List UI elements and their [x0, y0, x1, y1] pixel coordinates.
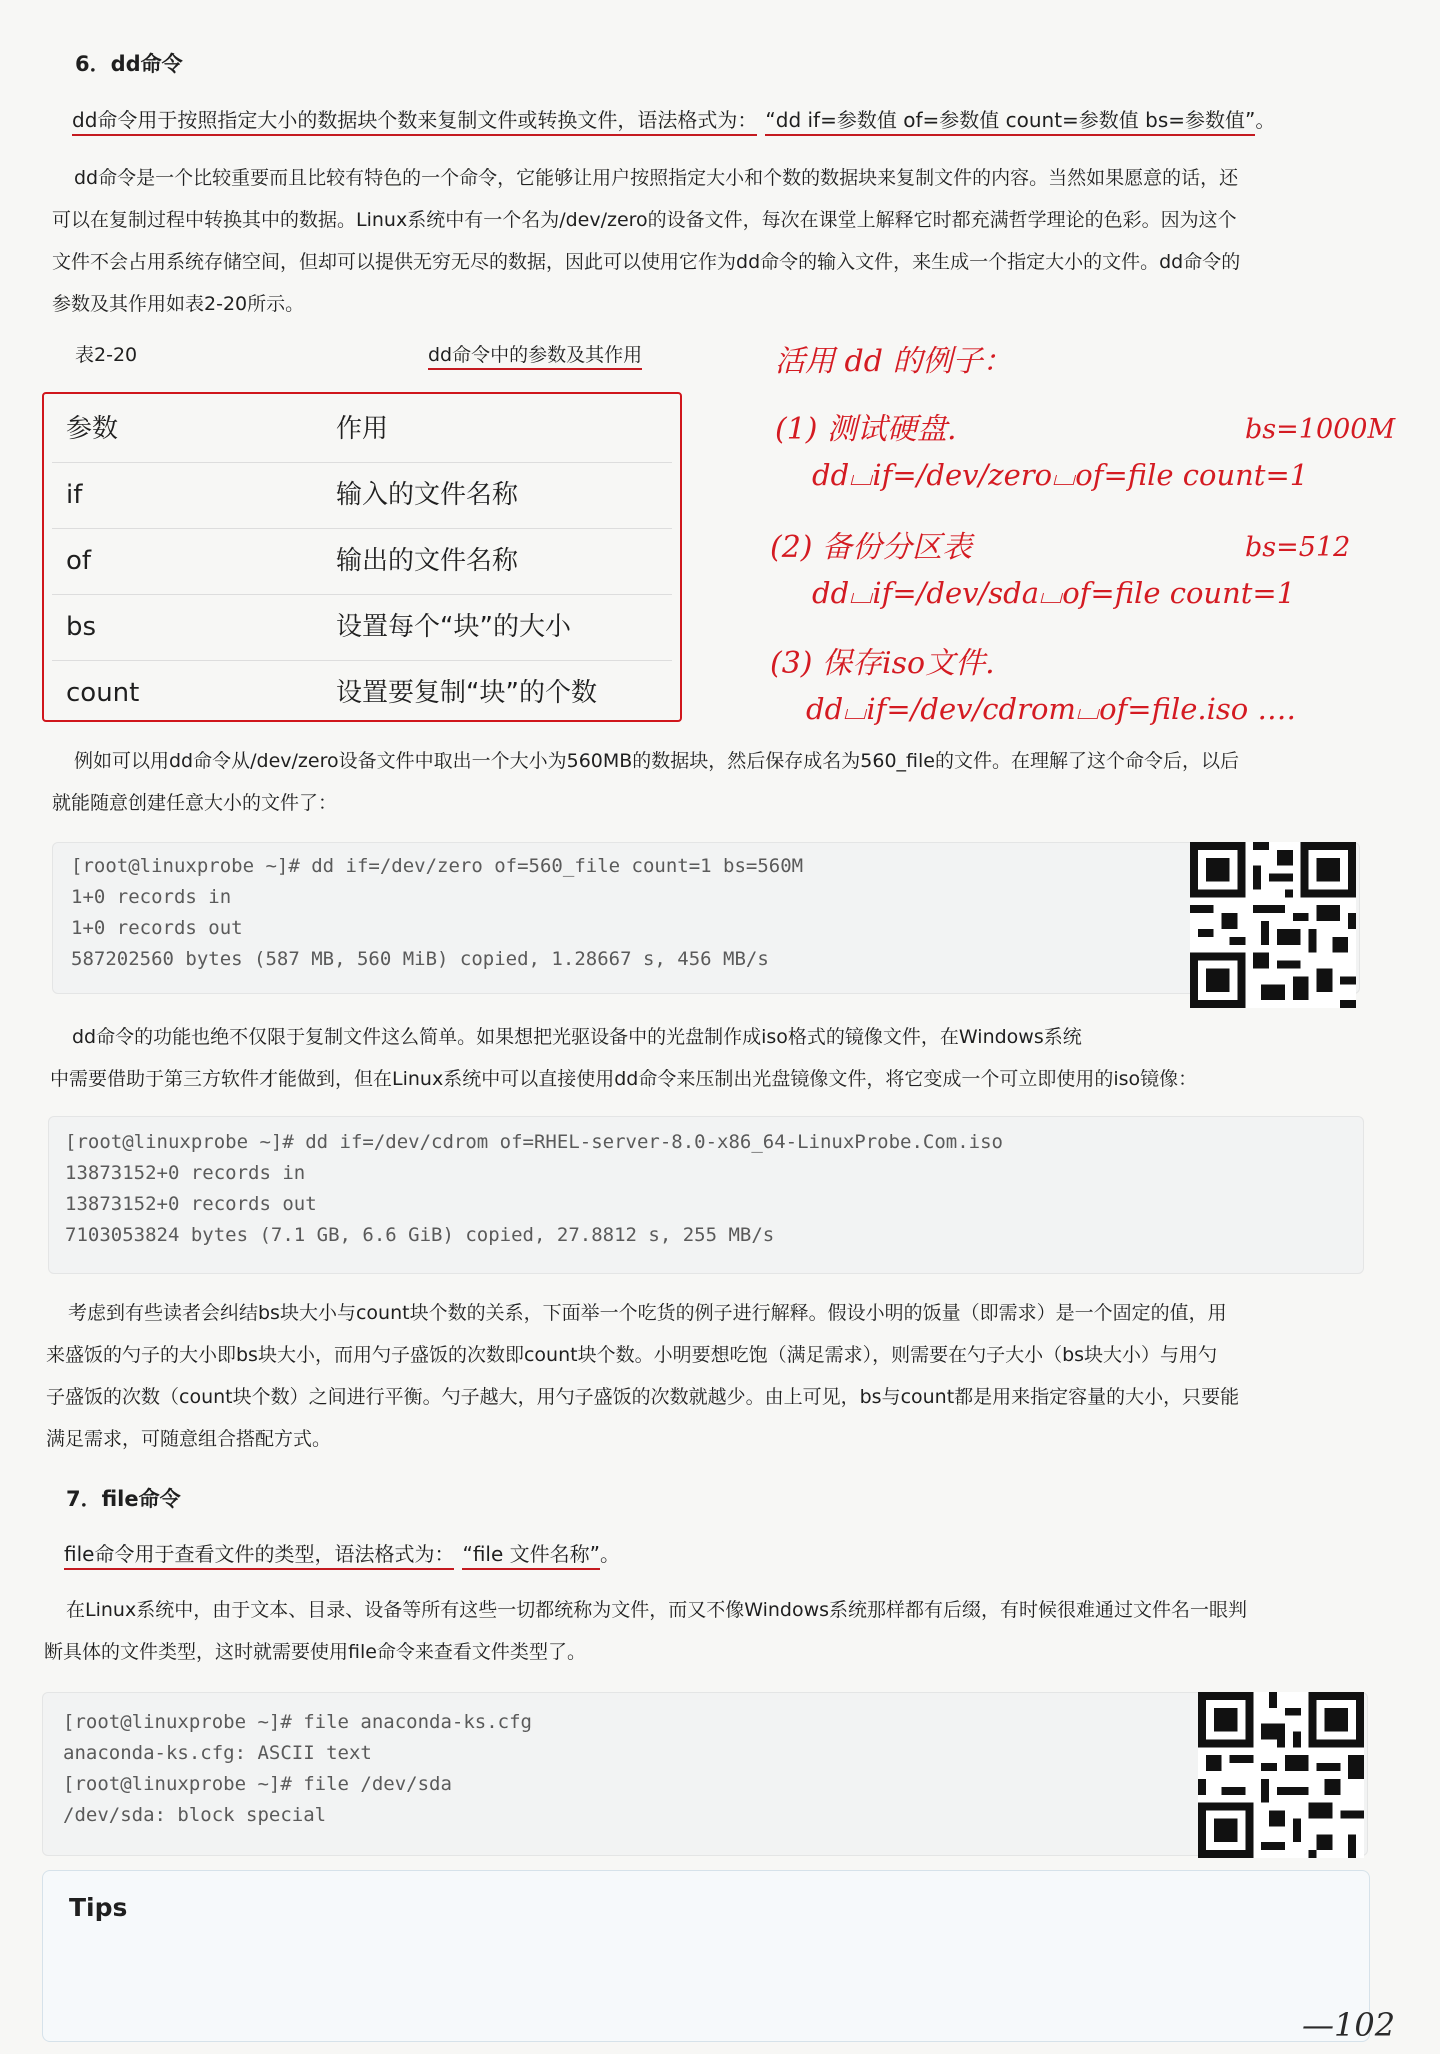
code-line: /dev/sda: block special: [63, 1804, 327, 1826]
page-number: —102: [1302, 2006, 1396, 2044]
paragraph-line: 断具体的文件类型，这时就需要使用file命令来查看文件类型了。: [44, 1641, 586, 1663]
table-header-cell: 参数: [66, 414, 119, 444]
code-line: 587202560 bytes (587 MB, 560 MiB) copied, 1.28667 s, 456 MB/s: [71, 948, 769, 970]
handwritten-note: (1) 测试硬盘.: [775, 412, 957, 447]
iso-paragraph: [50, 1016, 1380, 1100]
table-label: 表2-20: [75, 344, 138, 366]
bs-count-paragraph: [46, 1292, 1376, 1460]
section7-heading: 7．file命令: [66, 1487, 181, 1511]
paragraph-line: 子盛饭的次数（count块个数）之间进行平衡。勺子越大，用勺子盛饭的次数就越少。由上可见，bs与count都是用来指定容量的大小，只要能: [46, 1386, 1240, 1408]
section6-syntax: “dd if=参数值 of=参数值 count=参数值 bs=参数值”: [765, 108, 1255, 136]
handwritten-note: (3) 保存iso文件.: [770, 646, 995, 681]
paragraph-line: dd命令是一个比较重要而且比较有特色的一个命令，它能够让用户按照指定大小和个数的数据块来复制文件的内容。当然如果愿意的话，还: [74, 167, 1239, 189]
handwritten-command: dd⌴if=/dev/sda⌴of=file count=1: [812, 576, 1296, 610]
tips-title: Tips: [69, 1893, 128, 1922]
handwritten-note: (2) 备份分区表: [770, 530, 973, 565]
paragraph-line: 可以在复制过程中转换其中的数据。Linux系统中有一个名为/dev/zero的设备文件，每次在课堂上解释它时都充满哲学理论的色彩。因为这个: [52, 209, 1237, 231]
section7-paragraph: [44, 1589, 1384, 1673]
section6-syntax-end: 。: [1255, 108, 1276, 132]
code-line: 13873152+0 records out: [65, 1193, 317, 1215]
tips-box: [42, 1870, 1370, 2042]
table-annotation-box: [42, 392, 682, 722]
section6-syntax-line: [72, 104, 1275, 133]
table-cell: bs: [66, 612, 97, 642]
section6-heading: 6．dd命令: [75, 52, 183, 76]
paragraph-line: 满足需求，可随意组合搭配方式。: [46, 1428, 332, 1450]
paragraph-line: dd命令的功能也绝不仅限于复制文件这么简单。如果想把光驱设备中的光盘制作成iso格式的镜像文件，在Windows系统: [72, 1026, 1082, 1048]
code-line: 7103053824 bytes (7.1 GB, 6.6 GiB) copied, 27.8812 s, 255 MB/s: [65, 1224, 775, 1246]
handwritten-bs-note: bs=512: [1245, 532, 1351, 563]
code-block: [48, 1116, 1364, 1274]
section6-paragraph: [52, 157, 1382, 325]
table-cell: of: [66, 546, 92, 576]
code-line: [root@linuxprobe ~]# dd if=/dev/cdrom of=RHEL-server-8.0-x86_64-LinuxProbe.Com.iso: [65, 1131, 1003, 1153]
paragraph-line: 考虑到有些读者会纠结bs块大小与count块个数的关系，下面举一个吃货的例子进行解释。假设小明的饭量（即需求）是一个固定的值，用: [68, 1302, 1227, 1324]
handwritten-title: 活用 dd 的例子：: [775, 344, 1013, 379]
code-block: [42, 1692, 1368, 1856]
qr-code-icon: [1190, 842, 1356, 1008]
table-cell: count: [66, 678, 140, 708]
table-header-cell: 作用: [336, 414, 389, 444]
qr-code-icon: [1198, 1692, 1364, 1858]
table-cell: 输出的文件名称: [336, 546, 519, 576]
paragraph-line: 文件不会占用系统存储空间，但却可以提供无穷无尽的数据，因此可以使用它作为dd命令的输入文件，来生成一个指定大小的文件。dd命令的: [52, 251, 1241, 273]
code-line: 1+0 records out: [71, 917, 243, 939]
code-line: [root@linuxprobe ~]# file anaconda-ks.cfg: [63, 1711, 532, 1733]
code-line: [root@linuxprobe ~]# dd if=/dev/zero of=560_file count=1 bs=560M: [71, 855, 804, 877]
paragraph-line: 参数及其作用如表2-20所示。: [52, 293, 305, 315]
handwritten-bs-note: bs=1000M: [1245, 414, 1396, 445]
section7-syntax-intro: file命令用于查看文件的类型，语法格式为：: [64, 1542, 454, 1570]
code-line: 13873152+0 records in: [65, 1162, 306, 1184]
section7-syntax: “file 文件名称”: [462, 1542, 600, 1570]
table-cell: if: [66, 480, 83, 510]
section7-syntax-line: [64, 1538, 620, 1567]
paragraph-line: 就能随意创建任意大小的文件了：: [52, 792, 338, 814]
table-cell: 输入的文件名称: [336, 480, 519, 510]
paragraph-line: 来盛饭的勺子的大小即bs块大小，而用勺子盛饭的次数即count块个数。小明要想吃饱（满足需求），则需要在勺子大小（bs块大小）与用勺: [46, 1344, 1218, 1366]
section6-syntax-intro: dd命令用于按照指定大小的数据块个数来复制文件或转换文件，语法格式为：: [72, 108, 757, 136]
code-line: [root@linuxprobe ~]# file /dev/sda: [63, 1773, 452, 1795]
code-line: 1+0 records in: [71, 886, 232, 908]
example-paragraph: [52, 740, 1382, 824]
code-block: [52, 842, 1360, 994]
code-line: anaconda-ks.cfg: ASCII text: [63, 1742, 372, 1764]
section7-syntax-end: 。: [600, 1542, 621, 1566]
table-cell: 设置每个“块”的大小: [336, 612, 571, 642]
handwritten-command: dd⌴if=/dev/zero⌴of=file count=1: [812, 458, 1309, 492]
table-caption: [428, 340, 642, 367]
paragraph-line: 例如可以用dd命令从/dev/zero设备文件中取出一个大小为560MB的数据块，然后保存成名为560_file的文件。在理解了这个命令后，以后: [74, 750, 1239, 772]
table-caption-text: dd命令中的参数及其作用: [428, 344, 642, 370]
handwritten-command: dd⌴if=/dev/cdrom⌴of=file.iso ‥‥: [806, 692, 1297, 726]
table-cell: 设置要复制“块”的个数: [336, 678, 597, 708]
paragraph-line: 中需要借助于第三方软件才能做到，但在Linux系统中可以直接使用dd命令来压制出光盘镜像文件，将它变成一个可立即使用的iso镜像：: [50, 1068, 1198, 1090]
paragraph-line: 在Linux系统中，由于文本、目录、设备等所有这些一切都统称为文件，而又不像Windows系统那样都有后缀，有时候很难通过文件名一眼判: [66, 1599, 1248, 1621]
